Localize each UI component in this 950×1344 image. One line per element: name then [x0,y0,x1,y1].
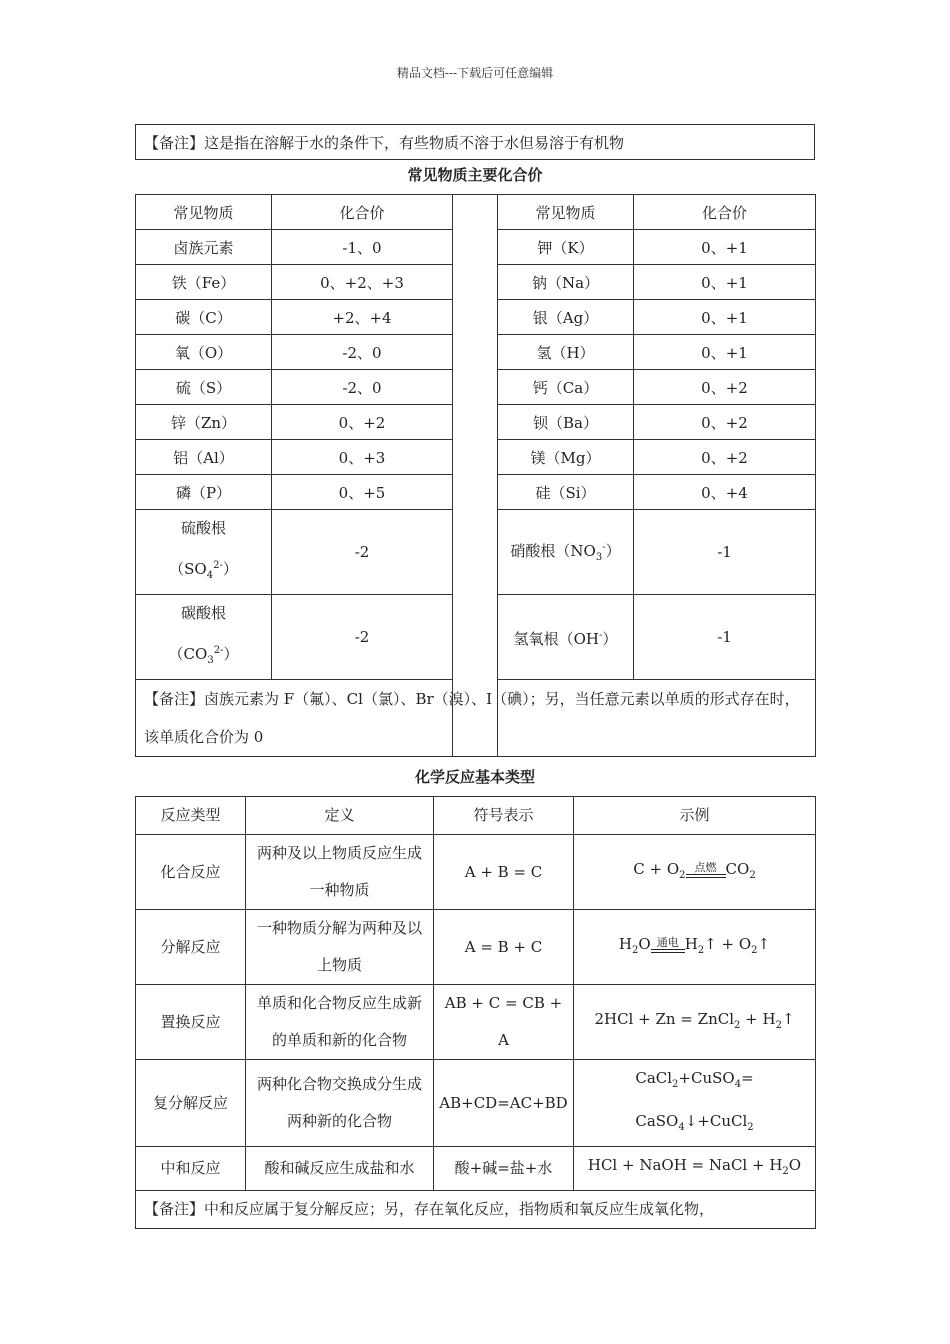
carbonate-sub: 3 [207,655,214,666]
hydroxide-close: ） [602,629,618,648]
ex5-formula-b: O [788,1156,802,1174]
ex3-sub: 2 [734,1019,741,1031]
valence-cell: 0、+3 [272,440,453,475]
symbol-cell: AB + C = CB + A [434,985,574,1060]
ex2-reactant: H [618,934,632,953]
ex3-gas-arrow: ↑ [781,1009,795,1028]
valence-cell: 0、+1 [634,265,816,300]
carbonate-formula: （CO [168,645,208,663]
definition-cell: 酸和碱反应生成盐和水 [246,1147,434,1191]
definition-cell: 单质和化合物反应生成新的单质和新的化合物 [246,985,434,1060]
ex4-sub: 2 [672,1079,679,1090]
hydroxide-name: 氢氧根（OH [513,629,599,648]
col-header-valence: 化合价 [272,195,453,230]
nitrate-sup: - [602,541,606,553]
hydroxide-sup: - [598,629,603,641]
col-header-symbol: 符号表示 [434,797,574,835]
col-header-definition: 定义 [246,797,434,835]
valence-cell: 0、+2 [634,370,816,405]
valence-cell: 0、+2、+3 [272,265,453,300]
substance-cell: 钠（Na） [498,265,634,300]
valence-cell: 0、+5 [272,475,453,510]
ex1-reactant: C + O [633,859,680,878]
valence-note: 【备注】卤族元素为 F（氟）、Cl（氯）、Br（溴）、I（碘）；另，当任意元素以单质的形式存在时，该单质化合价为 0 [136,680,816,757]
ex2-sub: 2 [751,944,758,956]
page-header: 精品文档---下载后可任意编辑 [396,66,554,80]
col-header-substance: 常见物质 [498,195,634,230]
sulfate-name: 硫酸根 [180,519,226,537]
example-cell [574,835,816,910]
type-cell: 复分解反应 [136,1060,246,1147]
note-row [136,680,816,757]
table-row [136,910,816,985]
col-header-substance: 常见物质 [136,195,272,230]
ex2-equals-bar [651,949,685,953]
type-cell: 置换反应 [136,985,246,1060]
substance-cell: 铁（Fe） [136,265,272,300]
ex5-formula: HCl + NaOH = NaCl + H [587,1156,783,1174]
substance-cell: 钾（K） [498,230,634,265]
nitrate-name: 硝酸根（NO [510,541,596,560]
carbonate-sup: 2- [213,645,224,656]
ex1-product: CO [725,859,750,878]
table-row [136,985,816,1060]
valence-cell: 0、+1 [634,230,816,265]
hydroxide-cell [498,595,634,680]
ex5-sub: 2 [782,1166,789,1177]
sulfate-sup: 2- [213,560,223,571]
ex2-product: H [684,934,698,953]
ex3-formula: 2HCl + Zn = ZnCl [594,1009,735,1028]
valence-table [135,194,816,757]
valence-cell: -2、0 [272,335,453,370]
definition-cell: 两种化合物交换成分生成两种新的化合物 [246,1060,434,1147]
ex4-sub: 4 [734,1079,742,1090]
symbol-cell: AB+CD=AC+BD [434,1060,574,1147]
substance-cell: 卤族元素 [136,230,272,265]
note-top-text: 【备注】这是指在溶解于水的条件下，有些物质不溶于水但易溶于有机物 [136,125,815,160]
valence-cell: 0、+2 [634,405,816,440]
col-header-valence: 化合价 [634,195,816,230]
substance-cell: 锌（Zn） [136,405,272,440]
substance-cell: 硅（Si） [498,475,634,510]
note-top-box [135,124,815,160]
valence-cell: -2、0 [272,370,453,405]
ex1-condition-sign [686,862,726,878]
ex1-condition: 点燃 [694,860,717,874]
table-row [136,1147,816,1191]
ex4-formula: ↓+CuCl [684,1112,748,1130]
ex2-gas-arrow: ↑ [757,934,771,953]
carbonate-close: ） [223,645,239,663]
nitrate-sub: 3 [595,551,603,563]
sulfate-formula: （SO [169,560,207,578]
sulfate-sub: 4 [206,570,214,581]
ex2-condition: 通电 [656,935,679,949]
symbol-cell: A + B = C [434,835,574,910]
valence-cell: -1 [634,595,816,680]
substance-cell: 镁（Mg） [498,440,634,475]
substance-cell: 氢（H） [498,335,634,370]
substance-cell: 铝（Al） [136,440,272,475]
ex2-reactant-b: O [638,934,651,953]
nitrate-cell [498,510,634,595]
reaction-note: 【备注】中和反应属于复分解反应；另，存在氧化反应，指物质和氧反应生成氧化物， [136,1191,816,1229]
nitrate-close: ） [605,541,621,560]
definition-cell: 两种及以上物质反应生成一种物质 [246,835,434,910]
symbol-cell: A = B + C [434,910,574,985]
example-cell [574,1147,816,1191]
valence-cell: -2 [272,510,453,595]
valence-cell: 0、+2 [272,405,453,440]
ex1-equals-bar [686,874,726,878]
carbonate-cell [136,595,272,680]
ex1-sub: 2 [679,869,686,881]
note-row [136,1191,816,1229]
type-cell: 分解反应 [136,910,246,985]
table-row [136,1060,816,1147]
type-cell: 中和反应 [136,1147,246,1191]
definition-cell: 一种物质分解为两种及以上物质 [246,910,434,985]
valence-cell: -1 [634,510,816,595]
ex2-sub: 2 [697,944,705,956]
valence-cell: 0、+4 [634,475,816,510]
ex4-formula: CaSO [635,1112,679,1130]
sulfate-close: ） [222,560,238,578]
valence-cell: 0、+1 [634,300,816,335]
substance-cell: 磷（P） [136,475,272,510]
ex4-formula: CaCl [635,1069,673,1087]
reaction-title: 化学反应基本类型 [414,768,535,786]
carbonate-name: 碳酸根 [180,604,226,622]
ex2-condition-sign [651,937,685,953]
ex3-formula-b: + H [740,1009,776,1028]
table-row [136,835,816,910]
column-gap [453,195,498,757]
ex4-sub: 4 [678,1122,685,1133]
sulfate-cell [136,510,272,595]
ex4-formula: +CuSO [678,1069,735,1087]
example-cell [574,985,816,1060]
type-cell: 化合反应 [136,835,246,910]
ex1-sub: 2 [749,869,756,881]
valence-cell: +2、+4 [272,300,453,335]
ex3-sub: 2 [775,1019,782,1031]
symbol-cell: 酸+碱=盐+水 [434,1147,574,1191]
example-cell [574,910,816,985]
valence-cell: 0、+1 [634,335,816,370]
reaction-table [135,796,816,1229]
substance-cell: 碳（C） [136,300,272,335]
ex4-sub: 2 [747,1122,754,1133]
ex2-sub: 2 [632,944,639,956]
valence-cell: -1、0 [272,230,453,265]
substance-cell: 钙（Ca） [498,370,634,405]
valence-cell: -2 [272,595,453,680]
ex4-equals: = [741,1069,754,1087]
substance-cell: 氧（O） [136,335,272,370]
substance-cell: 银（Ag） [498,300,634,335]
table-header-row [136,195,816,230]
substance-cell: 硫（S） [136,370,272,405]
substance-cell: 钡（Ba） [498,405,634,440]
table-header-row [136,797,816,835]
col-header-example: 示例 [574,797,816,835]
example-cell [574,1060,816,1147]
col-header-type: 反应类型 [136,797,246,835]
valence-title: 常见物质主要化合价 [407,166,543,184]
valence-cell: 0、+2 [634,440,816,475]
ex2-product-b: ↑ + O [704,934,752,953]
